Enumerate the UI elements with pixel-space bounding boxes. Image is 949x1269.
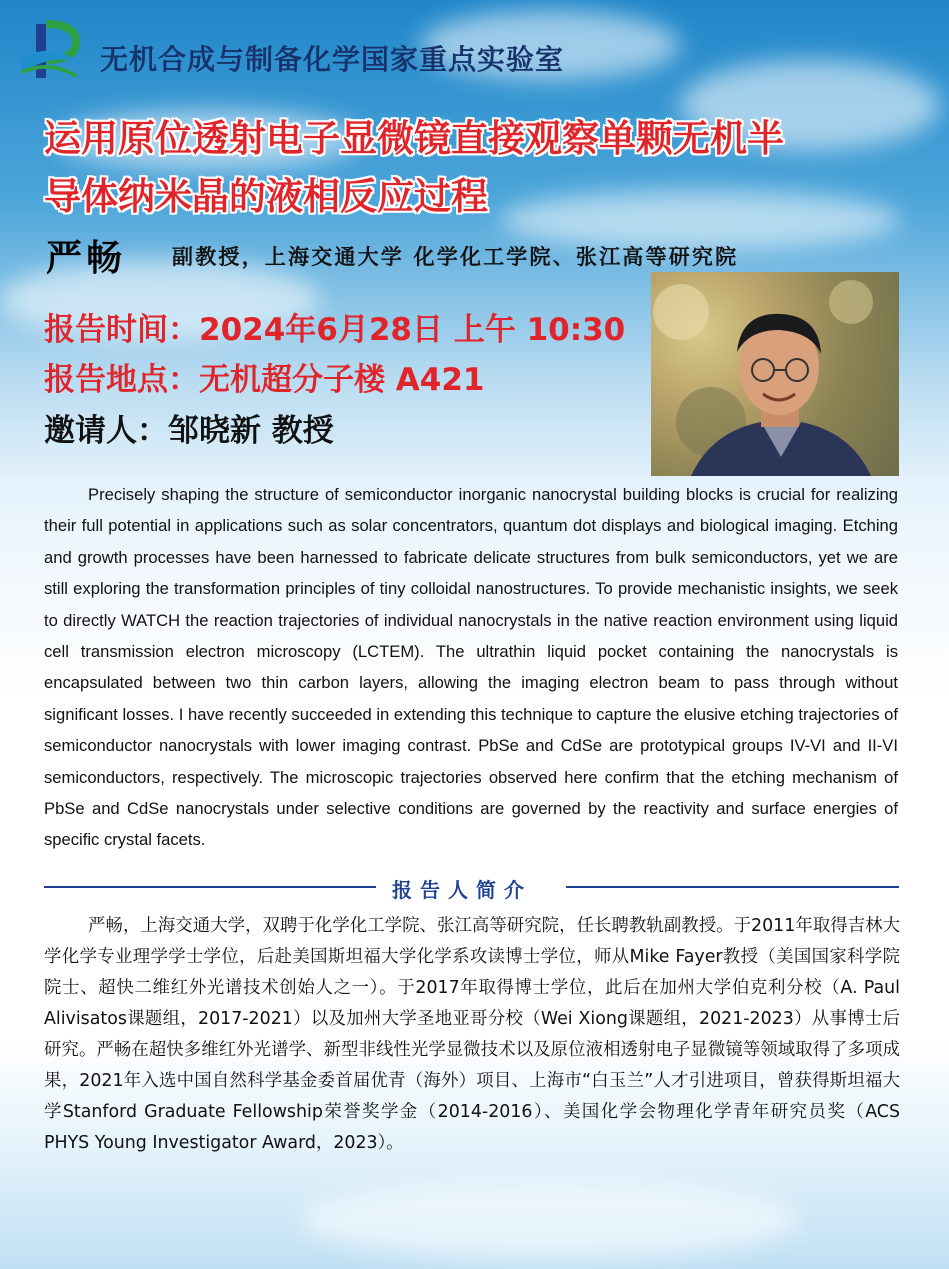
bio-section-divider <box>44 876 899 902</box>
speaker-name: 严畅 <box>46 238 127 279</box>
talk-title-line-2: 导体纳米晶的液相反应过程 <box>44 175 488 218</box>
bio-text: 严畅，上海交通大学，双聘于化学化工学院、张江高等研究院，任长聘教轨副教授。于2011年取得吉林大学化学专业理学学士学位，后赴美国斯坦福大学化学系攻读博士学位，师从Mike Fayer教授（美国国家科学院院士、超快二维红外光谱技术创始人之一）。于2017年取得博士学位，此后在加州大学伯克利分校（A. Paul Alivisatos课题组，2017-2021）以及加州大学圣地亚哥分校（Wei Xiong课题组，2021-2023）从事博士后研究。严畅在超快多维红外光谱学、新型非线性光学显微技术以及原位液相透射电子显微镜等领域取得了多项成果，2021年入选中国自然科学基金委首届优青（海外）项目、上海市“白玉兰”人才引进项目，曾获得斯坦福大学Stanford Graduate Fellowship荣誉奖学金（2014-2016）、美国化学会物理化学青年研究员奖（ACS PHYS Young Investigator Award，2023）。 <box>44 916 900 1153</box>
speaker-affiliation: 副教授，上海交通大学 化学化工学院、张江高等研究院 <box>172 245 739 269</box>
abstract-text: Precisely shaping the structure of semiconductor inorganic nanocrystal building blocks is crucial for realizing their full potential in applications such as solar concentrators, quantum dot displays and biological imaging. Etching and growth processes have been harnessed to fabricate delicate structures from bulk semiconductors, yet we are still exploring the transformation principles of tiny colloidal nanostructures. To provide mechanistic insights, we seek to directly WATCH the reaction trajectories of individual nanocrystals in the native reaction environment using liquid cell transmission electron microscopy (LCTEM). The ultrathin liquid pocket containing the nanocrystals is encapsulated between two thin carbon layers, allowing the imaging electron beam to pass through without significant losses. I have recently succeeded in extending this technique to capture the elusive etching trajectories of semiconductor nanocrystals with lower imaging contrast. PbSe and CdSe are prototypical groups IV-VI and II-VI semiconductors, respectively. The microscopic trajectories observed here confirm that the etching mechanism of PbSe and CdSe nanocrystals under selective conditions are governed by the reactivity and surface energies of specific crystal facets. <box>44 485 898 850</box>
divider-line-left <box>44 886 376 888</box>
speaker-bio <box>44 911 900 1159</box>
talk-title-line-1: 运用原位透射电子显微镜直接观察单颗无机半 <box>44 117 784 160</box>
talk-location: 报告地点：无机超分子楼 A421 <box>44 362 485 398</box>
lab-logo-icon <box>14 20 86 90</box>
speaker-photo <box>651 272 899 476</box>
inviter: 邀请人：邹晓新 教授 <box>44 413 334 449</box>
divider-line-right <box>566 886 899 888</box>
bio-heading: 报告人简介 <box>392 878 532 902</box>
lab-name: 无机合成与制备化学国家重点实验室 <box>100 43 565 76</box>
abstract <box>44 479 898 856</box>
talk-time: 报告时间：2024年6月28日 上午 10:30 <box>44 312 626 348</box>
cloud-decoration <box>300 1180 800 1260</box>
